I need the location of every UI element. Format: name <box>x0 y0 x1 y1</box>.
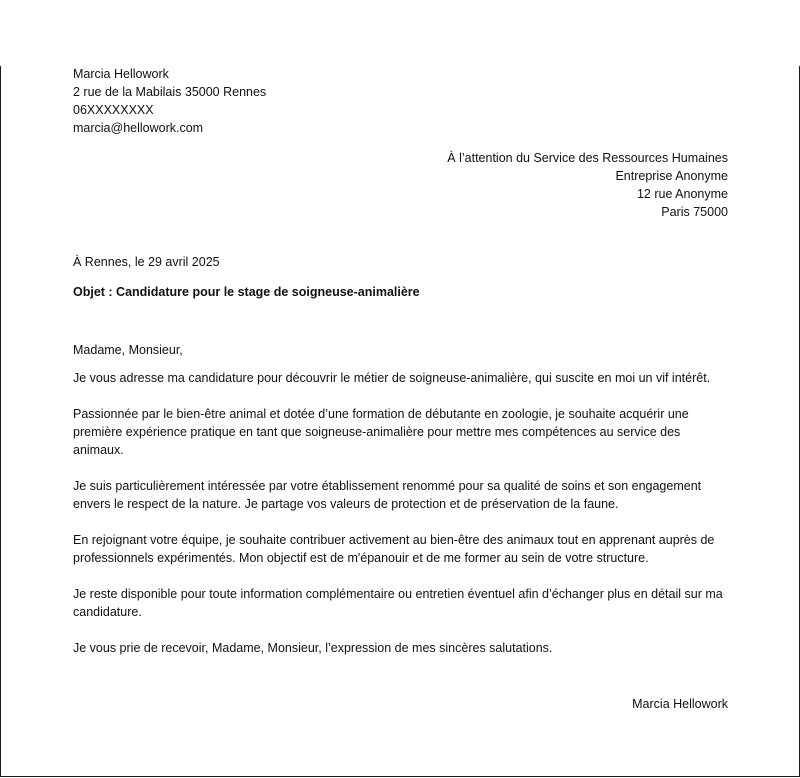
sender-block <box>73 65 266 137</box>
recipient-street: 12 rue Anonyme <box>636 187 728 201</box>
paragraph-2: Passionnée par le bien-être animal et dotée d’une formation de débutante en zoologie, je souhaite acquérir une première expérience pratique en tant que soigneuse-animalière pour mettre mes compétences au service des animaux. <box>73 407 689 457</box>
recipient-company: Entreprise Anonyme <box>615 169 728 183</box>
letter-body <box>73 341 733 675</box>
recipient-city: Paris 75000 <box>661 205 728 219</box>
letter-page <box>0 66 800 777</box>
paragraph-1: Je vous adresse ma candidature pour découvrir le métier de soigneuse-animalière, qui suscite en moi un vif intérêt. <box>73 371 711 385</box>
paragraph-closing: Je vous prie de recevoir, Madame, Monsieur, l’expression de mes sincères salutations. <box>73 641 553 655</box>
paragraph-5: Je reste disponible pour toute information complémentaire ou entretien éventuel afin d’échanger plus en détail sur ma candidature. <box>73 587 723 619</box>
letter-subject: Objet : Candidature pour le stage de soigneuse-animalière <box>73 285 420 299</box>
recipient-block <box>447 149 728 221</box>
top-header-bar <box>0 0 800 66</box>
signature: Marcia Hellowork <box>632 697 728 711</box>
sender-name: Marcia Hellowork <box>73 67 169 81</box>
sender-email: marcia@hellowork.com <box>73 121 204 135</box>
salutation: Madame, Monsieur, <box>73 343 183 357</box>
paragraph-4: En rejoignant votre équipe, je souhaite contribuer activement au bien-être des animaux tout en apprenant auprès de professionnels expérimentés. Mon objectif est de m'épanouir et de me former au sein de votre structure. <box>73 533 715 565</box>
paragraph-3: Je suis particulièrement intéressée par votre établissement renommé pour sa qualité de soins et son engagement envers le respect de la nature. Je partage vos valeurs de protection et de préservation de la faune. <box>73 479 702 511</box>
sender-phone: 06XXXXXXXX <box>73 103 154 117</box>
sender-address: 2 rue de la Mabilais 35000 Rennes <box>73 85 267 99</box>
recipient-attention: À l’attention du Service des Ressources Humaines <box>447 151 728 165</box>
letter-date: À Rennes, le 29 avril 2025 <box>73 255 220 269</box>
